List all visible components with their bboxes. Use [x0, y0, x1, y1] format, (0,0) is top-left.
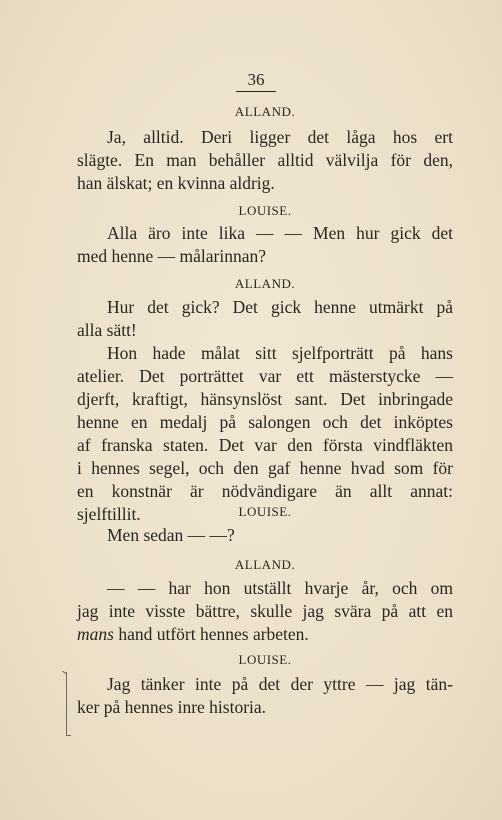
text-line: af franska staten. Det var den första vindfläkten	[77, 435, 453, 455]
text-line: sjelftillit.	[77, 504, 141, 524]
text-line: henne en medalj på salongen och det inköptes	[77, 412, 453, 432]
text-line: ker på hennes inre historia.	[77, 697, 267, 717]
text-fragment: hand utfört hennes arbeten.	[118, 624, 309, 644]
text-line: Alla äro inte lika — — Men hur gick det	[107, 223, 453, 243]
emphasized-word: mans	[77, 624, 114, 644]
page-number: 36	[236, 70, 276, 92]
dialogue-paragraph	[77, 524, 453, 547]
text-line: en konstnär är nödvändigare än allt annat:	[77, 481, 453, 501]
text-line: Jag tänker inte på det der yttre — jag tän-	[107, 674, 453, 694]
speaker-name: LOUISE.	[238, 504, 292, 519]
text-line: Hur det gick? Det gick henne utmärkt på	[107, 297, 453, 317]
text-line: Hon hade målat sitt sjelfporträtt på hans	[107, 343, 453, 363]
text-line: med henne — målarinnan?	[77, 246, 267, 266]
text-line: — — har hon utställt hvarje år, och om	[107, 578, 453, 598]
text-line: djerft, kraftigt, hänsynslöst sant. Det inbringade	[77, 389, 453, 409]
speaker-name: ALLAND.	[234, 276, 296, 291]
speaker-name: ALLAND.	[234, 104, 296, 119]
text-line: i hennes segel, och den gaf henne hvad som för	[77, 458, 453, 478]
text-line	[77, 623, 453, 646]
text-line: Ja, alltid. Deri ligger det låga hos ert	[107, 127, 453, 147]
pencil-bracket	[66, 672, 67, 736]
text-line: Men sedan — —?	[107, 525, 235, 545]
pencil-bracket-foot	[66, 735, 71, 736]
dialogue-paragraph	[77, 222, 453, 268]
text-line: jag inte visste bättre, skulle jag svära på att en	[77, 601, 453, 621]
dialogue-paragraph	[77, 673, 453, 719]
speaker-name: LOUISE.	[238, 203, 292, 218]
dialogue-paragraph	[77, 577, 453, 646]
text-line: atelier. Det porträttet var ett mästerstycke —	[77, 366, 453, 386]
speaker-name: LOUISE.	[238, 652, 292, 667]
text-line: han älskat; en kvinna aldrig.	[77, 173, 275, 193]
dialogue-paragraph	[77, 296, 453, 526]
text-line: slägte. En man behåller alltid välvilja för den,	[77, 150, 453, 170]
speaker-name: ALLAND.	[234, 557, 296, 572]
text-line: alla sätt!	[77, 320, 137, 340]
dialogue-paragraph	[77, 126, 453, 195]
